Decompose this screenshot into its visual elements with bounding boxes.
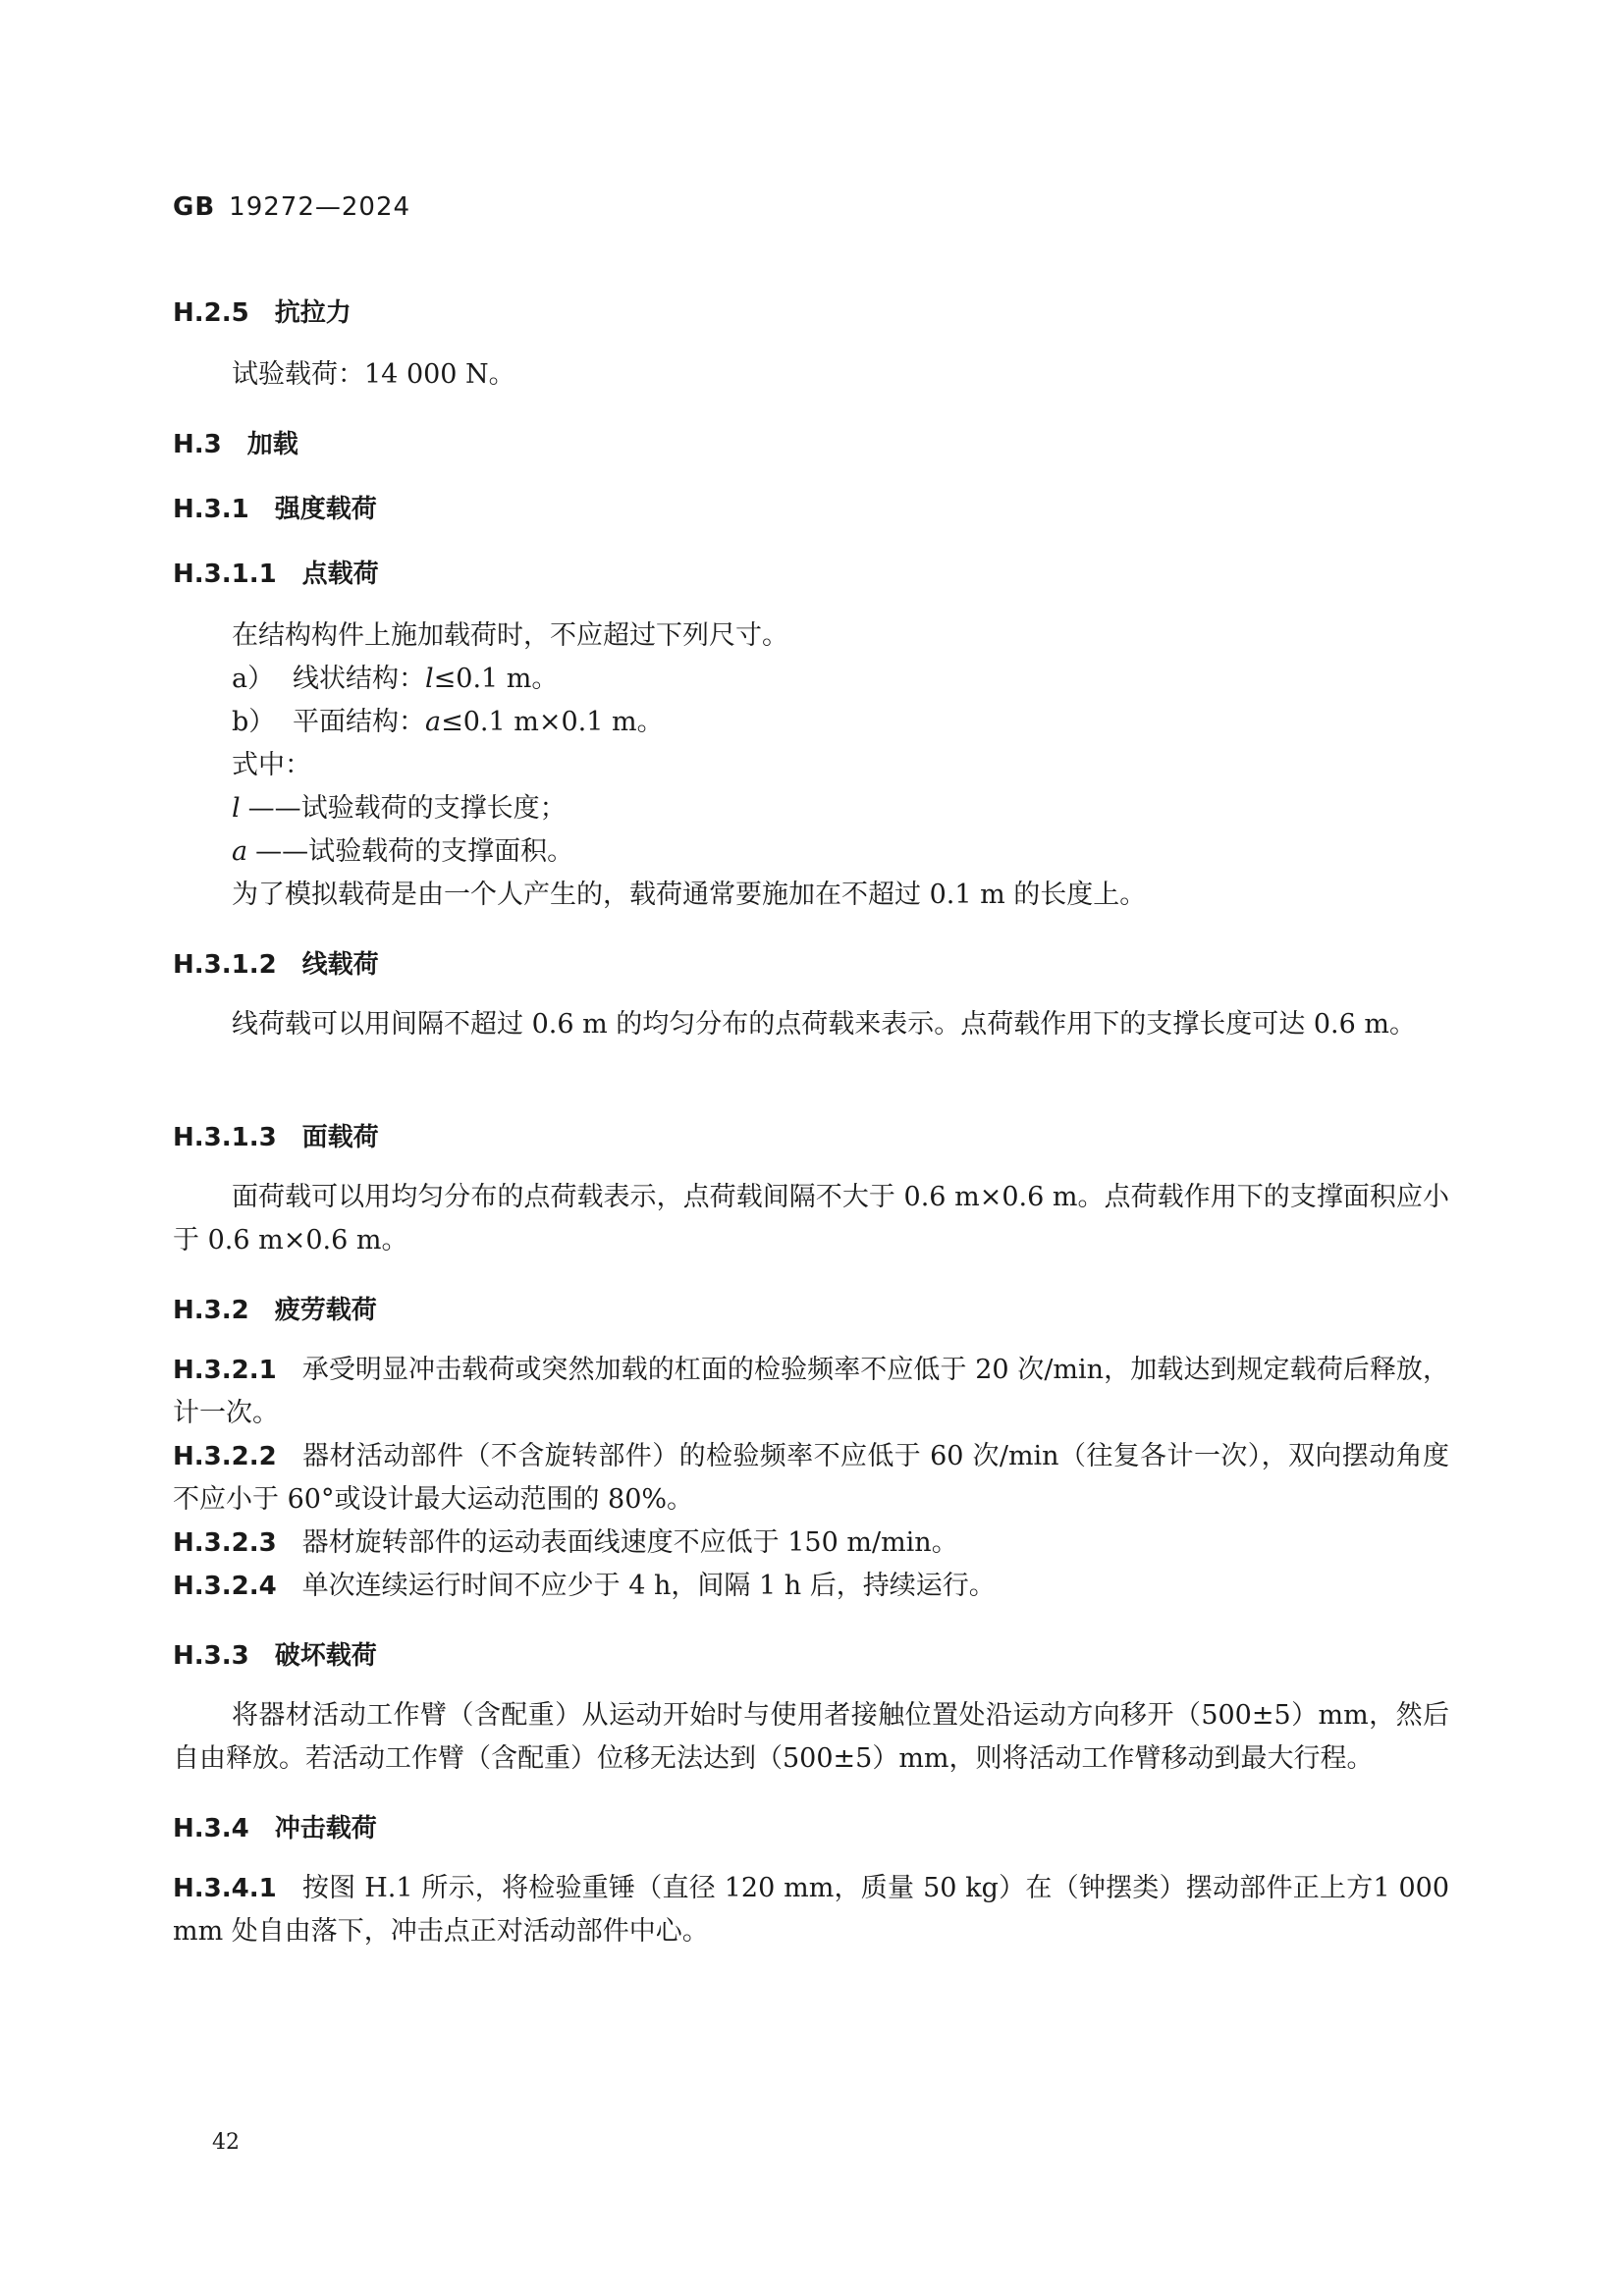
heading-h312: H.3.1.2 线载荷: [173, 950, 379, 980]
heading-h25: H.2.5 抗拉力: [173, 298, 352, 328]
standard-prefix: GB: [173, 192, 216, 222]
standard-number: 19272—2024: [229, 192, 411, 222]
para-h322: H.3.2.2 器材活动部件（不含旋转部件）的检验频率不应低于 60 次/min（往复各计一次），双向摆动角度不应小于 60°或设计最大运动范围的 80%。: [173, 1441, 1449, 1515]
list-item-b: b） 平面结构：a≤0.1 m×0.1 m。: [232, 707, 664, 737]
heading-h313: H.3.1.3 面载荷: [173, 1123, 379, 1152]
heading-h31: H.3.1 强度载荷: [173, 495, 377, 524]
standard-code: [173, 192, 410, 222]
para-h311-intro: 在结构构件上施加载荷时，不应超过下列尺寸。: [232, 620, 788, 651]
heading-h33: H.3.3 破坏载荷: [173, 1641, 377, 1671]
para-h313: 面荷载可以用均匀分布的点荷载表示，点荷载间隔不大于 0.6 m×0.6 m。点荷载作用下的支撑面积应小于 0.6 m×0.6 m。: [173, 1182, 1449, 1255]
para-h341: H.3.4.1 按图 H.1 所示，将检验重锤（直径 120 mm，质量 50 kg）在（钟摆类）摆动部件正上方1 000 mm 处自由落下，冲击点正对活动部件中心。: [173, 1873, 1449, 1947]
heading-h34: H.3.4 冲击载荷: [173, 1814, 377, 1843]
para-h323: H.3.2.3 器材旋转部件的运动表面线速度不应低于 150 m/min。: [173, 1527, 958, 1558]
para-h321: H.3.2.1 承受明显冲击载荷或突然加载的杠面的检验频率不应低于 20 次/min，加载达到规定载荷后释放，计一次。: [173, 1355, 1449, 1428]
para-h33: 将器材活动工作臂（含配重）从运动开始时与使用者接触位置处沿运动方向移开（500±5）mm，然后自由释放。若活动工作臂（含配重）位移无法达到（500±5）mm，则将活动工作臂移动到最大行程。: [173, 1700, 1449, 1774]
heading-h32: H.3.2 疲劳载荷: [173, 1296, 377, 1325]
where-label: 式中：: [232, 750, 311, 780]
para-h25: 试验载荷：14 000 N。: [232, 359, 515, 390]
definition-l: l ——试验载荷的支撑长度；: [232, 793, 567, 824]
page-number: 42: [212, 2130, 240, 2155]
para-h311-note: 为了模拟载荷是由一个人产生的，载荷通常要施加在不超过 0.1 m 的长度上。: [232, 880, 1147, 910]
heading-h3: H.3 加载: [173, 430, 298, 459]
para-h312: 线荷载可以用间隔不超过 0.6 m 的均匀分布的点荷载来表示。点荷载作用下的支撑长度可达 0.6 m。: [232, 1009, 1416, 1040]
list-item-a: a） 线状结构：l≤0.1 m。: [232, 664, 559, 694]
definition-a: a ——试验载荷的支撑面积。: [232, 836, 574, 867]
heading-h311: H.3.1.1 点载荷: [173, 560, 379, 589]
para-h324: H.3.2.4 单次连续运行时间不应少于 4 h，间隔 1 h 后，持续运行。: [173, 1571, 996, 1601]
